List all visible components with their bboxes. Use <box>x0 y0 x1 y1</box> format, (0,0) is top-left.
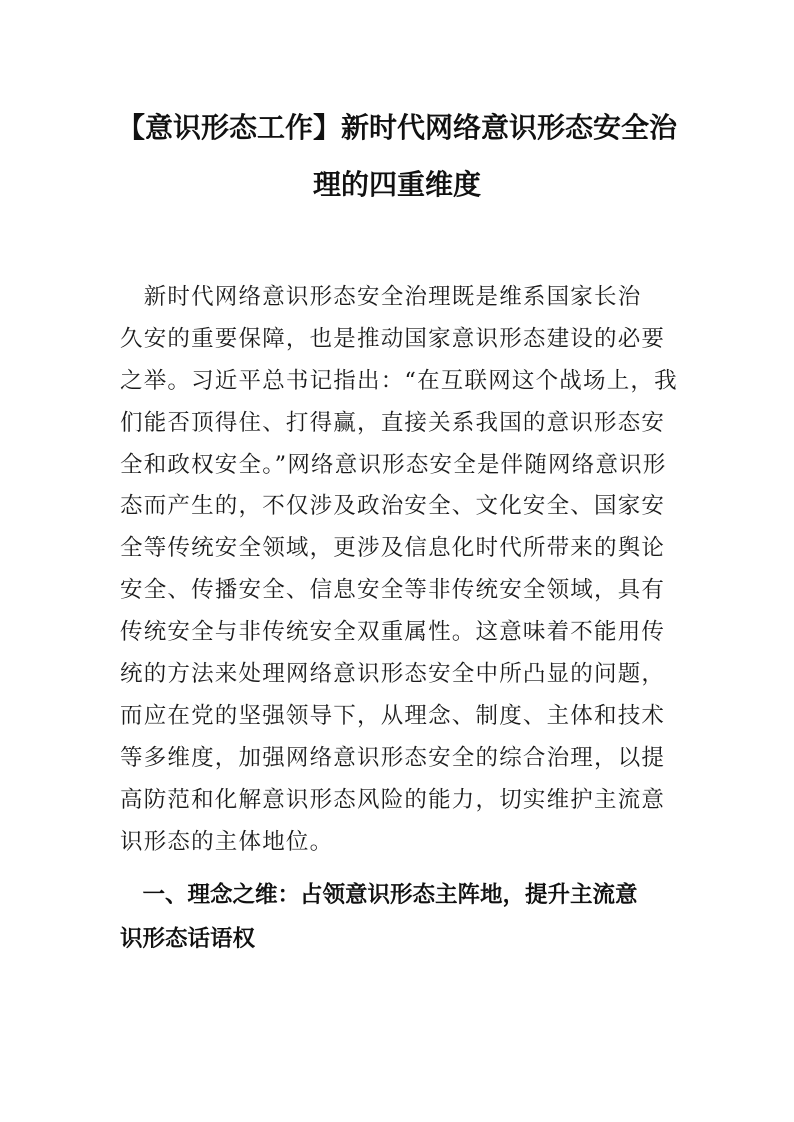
document-title-line-1: 【意识形态工作】新时代网络意识形态安全治 <box>116 111 677 144</box>
paragraph-line: 们能否顶得住、打得赢，直接关系我国的意识形态安 <box>120 409 666 436</box>
document-title-line-2: 理的四重维度 <box>312 168 481 201</box>
paragraph-line: 态而产生的，不仅涉及政治安全、文化安全、国家安 <box>120 493 666 520</box>
paragraph-line: 而应在党的坚强领导下，从理念、制度、主体和技术 <box>120 702 666 729</box>
paragraph-line: 传统安全与非传统安全双重属性。这意味着不能用传 <box>120 619 666 646</box>
paragraph-line: 之举。习近平总书记指出：“在互联网这个战场上，我 <box>120 367 678 394</box>
paragraph-line: 安全、传播安全、信息安全等非传统安全领域，具有 <box>120 577 666 604</box>
paragraph-line: 新时代网络意识形态安全治理既是维系国家长治 <box>120 284 642 310</box>
paragraph-line: 高防范和化解意识形态风险的能力，切实维护主流意 <box>120 786 666 813</box>
section-heading-line-2: 识形态话语权 <box>120 926 256 952</box>
section-heading <box>120 873 676 961</box>
paragraph-line: 全等传统安全领域，更涉及信息化时代所带来的舆论 <box>120 535 666 562</box>
paragraph-line: 久安的重要保障，也是推动国家意识形态建设的必要 <box>120 325 666 352</box>
paragraph-line: 统的方法来处理网络意识形态安全中所凸显的问题， <box>120 661 666 688</box>
paragraph-line: 等多维度，加强网络意识形态安全的综合治理，以提 <box>120 744 666 771</box>
intro-paragraph <box>120 277 676 863</box>
paragraph-line: 识形态的主体地位。 <box>120 828 334 855</box>
section-heading-line-1: 一、理念之维：占领意识形态主阵地，提升主流意 <box>120 882 638 908</box>
paragraph-line: 全和政权安全。”网络意识形态安全是伴随网络意识形 <box>120 451 667 478</box>
